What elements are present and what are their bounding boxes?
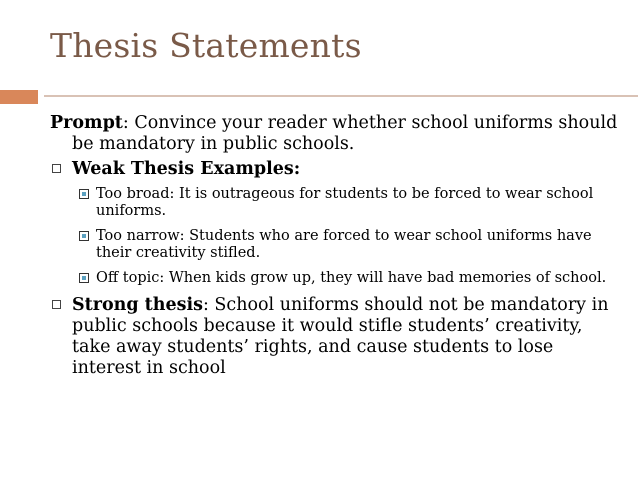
prompt-text: : Convince your reader whether school uniforms should be mandatory in public schools. [72, 113, 618, 154]
prompt-paragraph [50, 113, 620, 155]
square-filled-icon [79, 189, 89, 199]
weak-thesis-heading: Weak Thesis Examples: [72, 159, 301, 179]
strong-thesis-label: Strong thesis [72, 295, 203, 315]
slide-title: Thesis Statements [50, 26, 362, 65]
weak-item-off-topic [78, 270, 620, 287]
weak-item-narrow [78, 228, 620, 262]
strong-thesis-text: : School uniforms should not be mandatory in public schools because it would stifle students’ creativity, take away students’ rights, and cause students to lose interest in school [72, 295, 609, 378]
weak-item-text: Too narrow: Students who are forced to wear school uniforms have their creativity stifled. [96, 228, 592, 261]
square-outline-icon [52, 300, 61, 309]
prompt-label: Prompt [50, 113, 123, 133]
slide-body [50, 113, 620, 385]
accent-bar [0, 90, 38, 104]
weak-item-text: Too broad: It is outrageous for students to be forced to wear school uniforms. [96, 186, 594, 219]
square-filled-icon [79, 273, 89, 283]
weak-item-broad [78, 186, 620, 220]
weak-item-text: Off topic: When kids grow up, they will have bad memories of school. [96, 270, 607, 286]
strong-thesis-bullet [50, 295, 620, 379]
title-divider [44, 95, 638, 97]
weak-thesis-bullet [50, 159, 620, 180]
square-outline-icon [52, 164, 61, 173]
square-filled-icon [79, 231, 89, 241]
